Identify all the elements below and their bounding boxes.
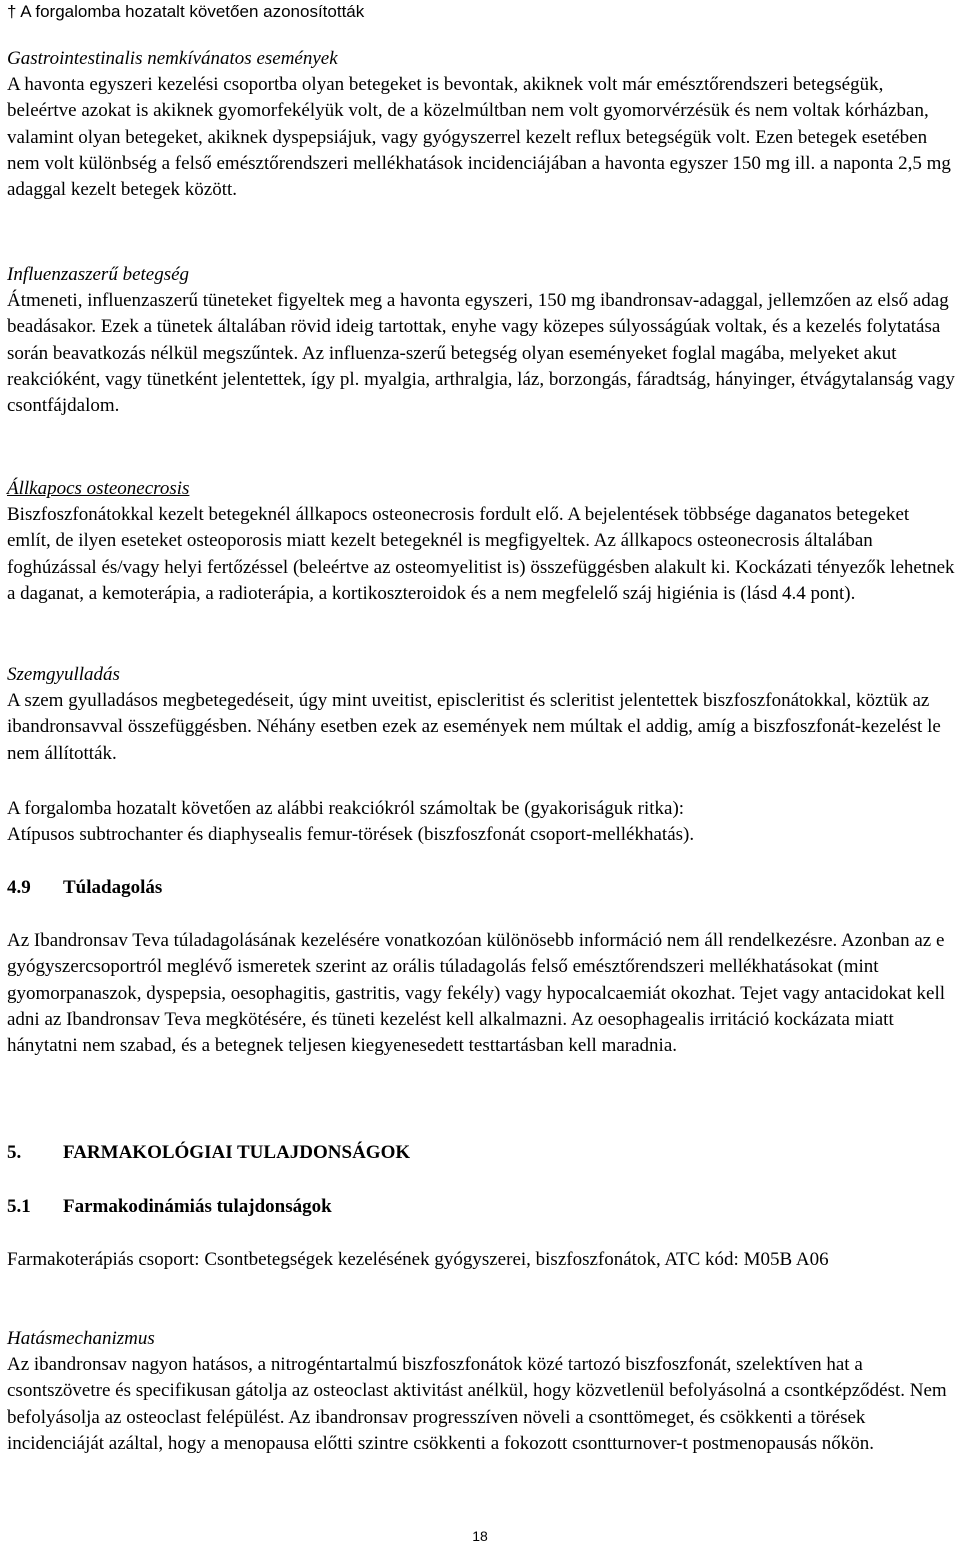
gi-events-paragraph: A havonta egyszeri kezelési csoportba olyan betegeket is bevontak, akiknek volt már emésztőrendszeri betegségük, beleértve azokat is akiknek gyomorfekélyük volt, de a közelmúltban nem volt gyomorvérzésük és nem voltak kórházban, valamint olyan betegeket, akiknek dyspepsiájuk, vagy gyógyszerrel kezelt reflux betegségük volt. Ezen betegek esetében nem volt különbség a felső emésztőrendszeri mellékhatások incidenciájában a havonta egyszer 150 mg ill. a naponta 2,5 mg adaggal kezelt betegek között. xyxy=(7,74,951,201)
section-5-1-heading xyxy=(7,1194,957,1220)
eye-inflammation-paragraph: A szem gyulladásos megbetegedéseit, úgy mint uveitist, episcleritist és scleritist jelentettek biszfoszfonátokkal, köztük az ibandronsavval összefüggésben. Néhány esetben ezek az események nem múltak el addig, amíg a biszfoszfonát-kezelést le nem állították. xyxy=(7,690,941,764)
gi-events-heading: Gastrointestinalis nemkívánatos események xyxy=(7,48,338,69)
section-4-9-number: 4.9 xyxy=(7,877,31,898)
section-4-9-title: Túladagolás xyxy=(63,877,163,898)
section-5-heading xyxy=(7,1140,957,1166)
flu-like-illness-paragraph: Átmeneti, influenzaszerű tüneteket figyeltek meg a havonta egyszeri, 150 mg ibandronsav-adaggal, jellemzően az első adag beadásakor. Ezek a tünetek általában rövid ideig tartottak, enyhe vagy közepes súlyosságúak voltak, és a kezelés folytatása során beavatkozás nélkül megszűntek. Az influenza-szerű betegség olyan eseményeket foglal magába, melyeket akut reakcióként, vagy tünetként jelentettek, így pl. myalgia, arthralgia, láz, borzongás, fáradtság, hányinger, étvágytalanság vagy csontfájdalom. xyxy=(7,290,955,417)
overdose-paragraph: Az Ibandronsav Teva túladagolásának kezelésére vonatkozóan különösebb információ nem áll rendelkezésre. Azonban az e gyógyszercsoportról meglévő ismeretek szerint az orális túladagolás felső emésztőrendszeri mellékhatásokat (mint gyomorpanaszok, dyspepsia, oesophagitis, gastritis, vagy fekély) vagy hypocalcaemiát okozhat. Tejet vagy antacidokat kell adni az Ibandronsav Teva megkötésére, és tüneti kezelést kell alkalmazni. Az oesophagealis irritáció kockázata miatt hánytatni nem szabad, és a betegnek teljesen kiegyenesedett testtartásban kell maradnia. xyxy=(7,930,946,1057)
jaw-osteonecrosis-heading xyxy=(7,476,957,502)
section-5-number: 5. xyxy=(7,1142,22,1163)
mechanism-paragraph: Az ibandronsav nagyon hatásos, a nitrogéntartalmú biszfoszfonátok közé tartozó biszfoszfonát, szelektíven hat a csontszövetre és specifikusan gátolja az osteoclast aktivitást anélkül, hogy közvetlenül befolyásolná a csontképződést. Nem befolyásolja az osteoclast felépülést. Az ibandronsav progresszíven növeli a csonttömeget, és csökkenti a törések incidenciáját azáltal, hogy a menopausa előtti szintre csökkenti a fokozott csontturnover-t postmenopausás nőkön. xyxy=(7,1354,947,1454)
section-5-title: FARMAKOLÓGIAI TULAJDONSÁGOK xyxy=(63,1142,411,1163)
jaw-osteonecrosis-paragraph: Biszfoszfonátokkal kezelt betegeknél állkapocs osteonecrosis fordult elő. A bejelentések többsége daganatos betegeket említ, de ilyen eseteket osteoporosis miatt kezelt betegeknél is megfigyeltek. Az állkapocs osteonecrosis általában foghúzással és/vagy helyi fertőzéssel (beleértve az osteomyelitist is) összefüggésben alakult ki. Kockázati tényezők lehetnek a daganat, a kemoterápia, a radioterápia, a kortikoszteroidok és a nem megfelelő száj higiénia is (lásd 4.4 pont). xyxy=(7,504,955,604)
page-number: 18 xyxy=(472,1528,488,1544)
jaw-osteonecrosis-heading-text: Állkapocs osteonecrosis xyxy=(7,478,190,499)
pharmacotherapeutic-group-paragraph: Farmakoterápiás csoport: Csontbetegségek kezelésének gyógyszerei, biszfoszfonátok, ATC kód: M05B A06 xyxy=(7,1249,829,1270)
section-5-1-title: Farmakodinámiás tulajdonságok xyxy=(63,1196,332,1217)
postmarketing-line-2: Atípusos subtrochanter és diaphysealis femur-törések (biszfoszfonát csoport-mellékhatás). xyxy=(7,824,695,845)
mechanism-heading: Hatásmechanizmus xyxy=(7,1328,155,1349)
postmarketing-line-1: A forgalomba hozatalt követően az alábbi reakciókról számoltak be (gyakoriságuk ritka): xyxy=(7,798,685,819)
eye-inflammation-heading: Szemgyulladás xyxy=(7,664,120,685)
section-5-1-number: 5.1 xyxy=(7,1196,31,1217)
section-4-9-heading xyxy=(7,875,957,901)
flu-like-illness-heading: Influenzaszerű betegség xyxy=(7,264,190,285)
postmarketing-footnote: † A forgalomba hozatalt követően azonosították xyxy=(7,2,365,21)
